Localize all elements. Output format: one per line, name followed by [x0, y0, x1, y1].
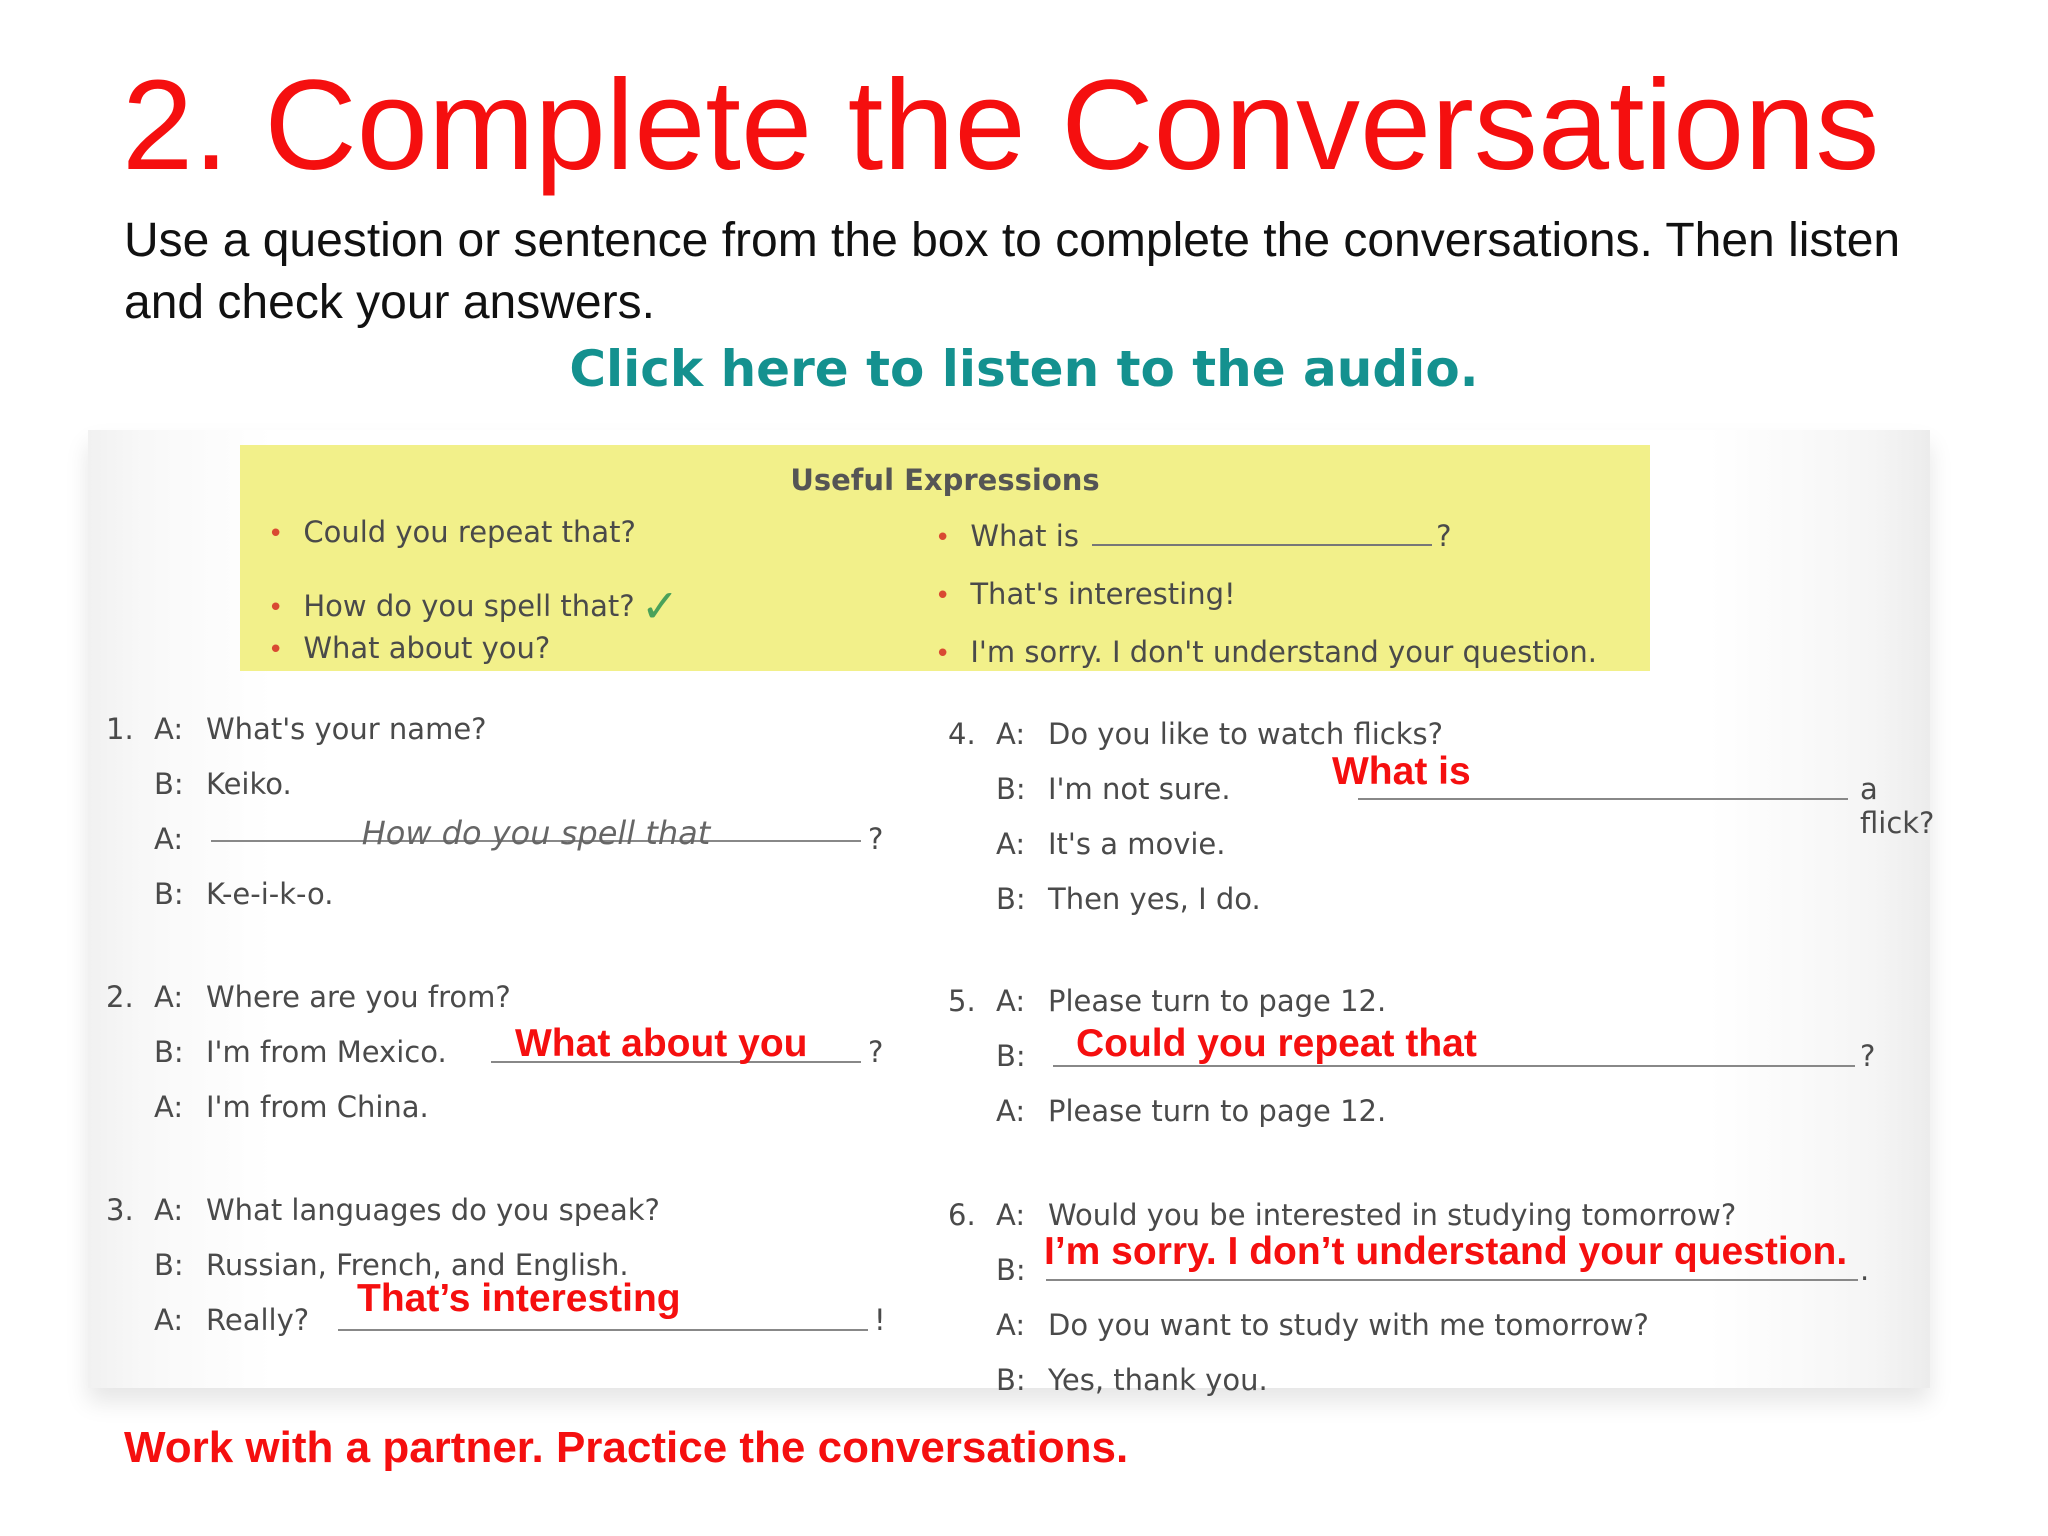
exercise-5: 5. A: Please turn to page 12. B: ? A: Please turn to page 12. — [948, 984, 1876, 1128]
bullet: • — [935, 639, 951, 669]
audio-link[interactable]: Click here to listen to the audio. — [569, 340, 1479, 398]
partner-instruction: Work with a partner. Practice the conversations. — [124, 1423, 1129, 1472]
exercise-1: 1. A: What's your name? B: Keiko. A: How do you spell that ? B: K-e-i-k-o. — [106, 712, 884, 911]
bullet: • — [935, 581, 951, 611]
useful-expressions-box — [240, 445, 1650, 671]
expression-item: • What is ? — [935, 519, 1452, 553]
bullet: • — [268, 519, 284, 549]
instructions: Use a question or sentence from the box to complete the conversations. Then listen and check your answers. — [124, 214, 1901, 329]
bullet: • — [268, 593, 284, 623]
bullet: • — [268, 635, 284, 665]
answer-4: What is — [1332, 750, 1471, 793]
exercise-6: 6. A: Would you be interested in studying tomorrow? B: . A: Do you want to study with me tomorrow? B: Yes, thank you. — [948, 1198, 1870, 1397]
expression-item: • I'm sorry. I don't understand your question. — [935, 635, 1597, 669]
expressions-heading: Useful Expressions — [790, 463, 1100, 497]
exercise-2: 2. A: Where are you from? B: I'm from Mexico. ? A: I'm from China. — [106, 980, 884, 1124]
answer-5: Could you repeat that — [1076, 1022, 1477, 1065]
expression-item: • How do you spell that? ✓ — [268, 579, 680, 633]
bullet: • — [935, 523, 951, 553]
slide-title: 2. Complete the Conversations — [122, 54, 1880, 197]
expression-item: • What about you? — [268, 631, 551, 665]
blank-line — [1092, 526, 1432, 546]
answer-6: I’m sorry. I don’t understand your question. — [1044, 1230, 1848, 1273]
exercise-3: 3. A: What languages do you speak? B: Russian, French, and English. A: Really? ! — [106, 1193, 886, 1337]
answer-3: That’s interesting — [357, 1277, 681, 1320]
handwritten-answer: How do you spell that — [211, 814, 861, 842]
exercise-4: 4. A: Do you like to watch flicks? B: I'm not sure. a flick? A: It's a movie. B: Then yes, I do. — [948, 717, 1935, 916]
checkmark-icon: ✓ — [640, 579, 680, 633]
answer-2: What about you — [515, 1022, 808, 1065]
expression-item: • Could you repeat that? — [268, 515, 636, 549]
expression-item: • That's interesting! — [935, 577, 1236, 611]
